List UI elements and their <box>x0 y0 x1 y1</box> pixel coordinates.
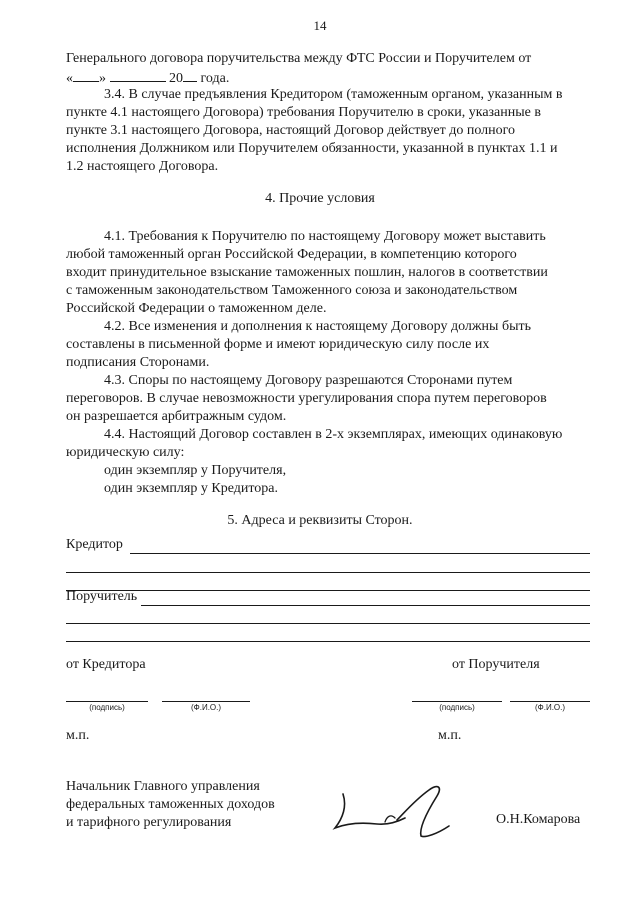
signature-caption: (подпись) <box>439 703 475 712</box>
paragraph-4-4-line: юридическую силу: <box>66 445 185 460</box>
seal-place-left: м.п. <box>66 728 90 743</box>
signer-position-line: и тарифного регулирования <box>66 815 232 830</box>
paragraph-4-1-line: Российской Федерации о таможенном деле. <box>66 301 327 316</box>
copy-list-item: один экземпляр у Кредитора. <box>104 481 278 496</box>
handwritten-signature <box>325 778 475 848</box>
guarantor-field-line[interactable] <box>66 623 590 624</box>
creditor-label: Кредитор <box>66 537 123 552</box>
intro-date-line <box>66 68 229 88</box>
year-suffix: года. <box>200 71 230 86</box>
day-blank <box>73 68 99 82</box>
copy-list-item: один экземпляр у Поручителя, <box>104 463 287 478</box>
paragraph-4-1-line: с таможенным законодательством Таможенного союза и законодательством <box>66 283 518 298</box>
signer-name: О.Н.Комарова <box>496 812 581 827</box>
from-guarantor-label: от Поручителя <box>452 657 540 672</box>
guarantor-label: Поручитель <box>66 589 138 604</box>
creditor-field-line[interactable] <box>130 553 590 554</box>
year-prefix: 20 <box>169 71 183 86</box>
section-5-heading: 5. Адреса и реквизиты Сторон. <box>227 513 413 528</box>
date-open-quote: « <box>66 71 73 86</box>
paragraph-3-4-line: исполнения Должником или Поручителем обязанности, указанной в пунктах 1.1 и <box>66 141 558 156</box>
date-close-quote: » <box>99 71 106 86</box>
paragraph-4-3-line: переговоров. В случае невозможности урегулирования спора путем переговоров <box>66 391 547 406</box>
intro-line-1: Генерального договора поручительства между ФТС России и Поручителем от <box>66 51 532 66</box>
paragraph-4-4-line: 4.4. Настоящий Договор составлен в 2-х экземплярах, имеющих одинаковую <box>104 427 563 442</box>
page-number: 14 <box>313 18 327 33</box>
guarantor-signature-line[interactable] <box>412 701 502 702</box>
creditor-field-line[interactable] <box>66 572 590 573</box>
paragraph-4-2-line: составлены в письменной форме и имеют юридическую силу после их <box>66 337 490 352</box>
paragraph-4-1-line: 4.1. Требования к Поручителю по настоящему Договору может выставить <box>104 229 546 244</box>
creditor-name-line[interactable] <box>162 701 250 702</box>
section-4-heading: 4. Прочие условия <box>265 191 375 206</box>
name-caption: (Ф.И.О.) <box>190 703 222 712</box>
paragraph-3-4-line: 3.4. В случае предъявления Кредитором (таможенным органом, указанным в <box>104 87 563 102</box>
creditor-signature-line[interactable] <box>66 701 148 702</box>
paragraph-4-2-line: подписания Сторонами. <box>66 355 210 370</box>
paragraph-4-3-line: он разрешается арбитражным судом. <box>66 409 287 424</box>
paragraph-4-3-line: 4.3. Споры по настоящему Договору разрешаются Сторонами путем <box>104 373 513 388</box>
from-creditor-label: от Кредитора <box>66 657 146 672</box>
paragraph-4-1-line: входит принудительное взыскание таможенных пошлин, налогов в соответствии <box>66 265 548 280</box>
paragraph-3-4-line: 1.2 настоящего Договора. <box>66 159 219 174</box>
signer-position-line: федеральных таможенных доходов <box>66 797 275 812</box>
year-blank <box>183 68 197 82</box>
seal-place-right: м.п. <box>438 728 462 743</box>
paragraph-3-4-line: пункте 4.1 настоящего Договора) требования Поручителю в сроки, указанные в <box>66 105 541 120</box>
creditor-field-line[interactable] <box>66 590 590 591</box>
guarantor-field-line[interactable] <box>66 641 590 642</box>
name-caption: (Ф.И.О.) <box>534 703 566 712</box>
paragraph-3-4-line: пункте 3.1 настоящего Договора, настоящий Договор действует до полного <box>66 123 516 138</box>
signature-caption: (подпись) <box>89 703 125 712</box>
month-blank <box>110 68 166 82</box>
guarantor-field-line[interactable] <box>141 605 590 606</box>
guarantor-name-line[interactable] <box>510 701 590 702</box>
signer-position-line: Начальник Главного управления <box>66 779 260 794</box>
paragraph-4-1-line: любой таможенный орган Российской Федерации, в компетенцию которого <box>66 247 517 262</box>
paragraph-4-2-line: 4.2. Все изменения и дополнения к настоящему Договору должны быть <box>104 319 531 334</box>
